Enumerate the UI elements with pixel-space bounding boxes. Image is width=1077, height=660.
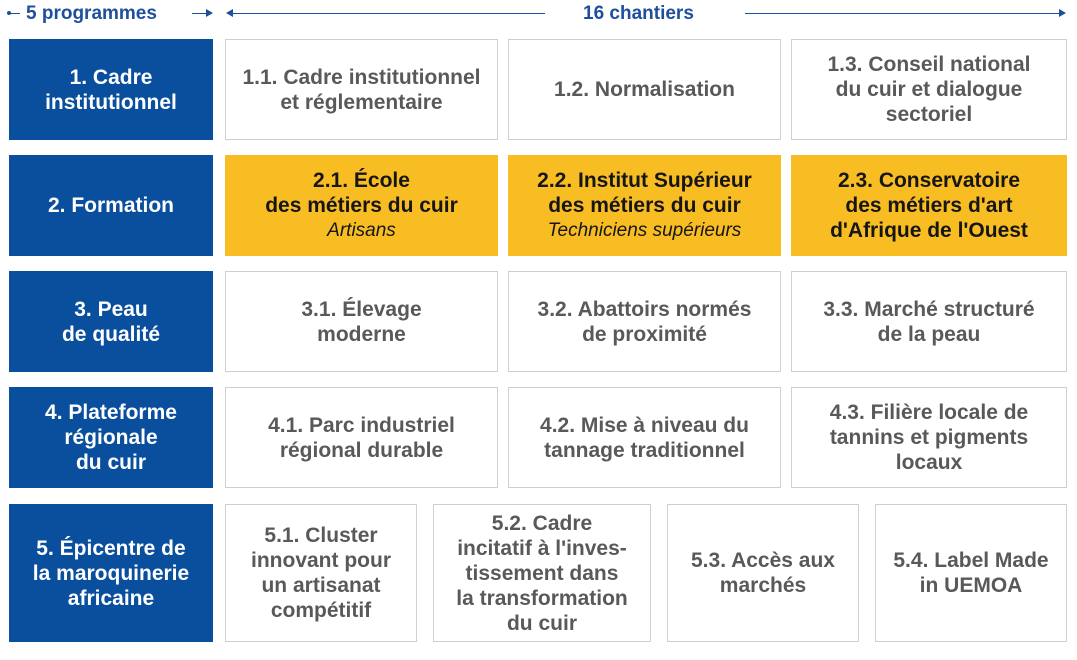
chantier-4-1-line: 4.1. Parc industriel	[268, 413, 455, 437]
chantier-5-1-line: un artisanat	[261, 574, 381, 597]
programme-3-line: 3. Peau	[74, 297, 148, 321]
chantier-1-3-line: 1.3. Conseil national	[827, 53, 1031, 76]
chantier-4-2-line: 4.2. Mise à niveau du	[540, 413, 749, 437]
chantier-5-2-line: 5.2. Cadre	[491, 511, 593, 535]
chantier-3-1-line: moderne	[317, 322, 406, 346]
chantier-2-2-box	[508, 155, 781, 256]
chantier-5-2-line: la transformation	[456, 586, 628, 610]
programme-5-line: africaine	[67, 586, 155, 610]
chantier-2-1-box	[225, 155, 498, 256]
chantier-1-3-line: du cuir et dialogue	[835, 78, 1023, 101]
chantier-5-2-line: tissement dans	[465, 561, 619, 585]
chantiers-left-arrow	[226, 9, 233, 17]
programme-4-box	[9, 387, 213, 488]
programmes-label: 5 programmes	[22, 2, 161, 26]
programme-3-box	[9, 271, 213, 372]
chantier-5-4-line: 5.4. Label Made	[893, 549, 1049, 572]
chantier-2-3-line: 2.3. Conservatoire	[837, 169, 1021, 192]
programme-2-line: 2. Formation	[47, 194, 174, 217]
programme-4-line: du cuir	[75, 451, 146, 474]
chantier-2-3-line: d'Afrique de l'Ouest	[830, 219, 1028, 242]
programme-1-box	[9, 39, 213, 140]
chantiers-right-line	[745, 13, 1059, 14]
chantier-5-1-line: innovant pour	[251, 549, 391, 572]
chantier-2-1-line: 2.1. École	[313, 169, 410, 192]
chantiers-right-arrow	[1059, 9, 1066, 17]
chantier-5-1-line: 5.1. Cluster	[264, 524, 378, 547]
programme-5-line: 5. Épicentre de	[36, 536, 186, 560]
programme-2-box	[9, 155, 213, 256]
chantier-5-2-line: incitatif à l'inves-	[457, 536, 627, 560]
programmes-right-line	[192, 13, 206, 14]
chantier-5-4-box	[875, 504, 1067, 642]
chantier-3-1-line: 3.1. Élevage	[301, 297, 422, 321]
chantier-2-2-line: des métiers du cuir	[548, 194, 741, 217]
chantier-2-2-subtitle: Techniciens supérieurs	[547, 220, 742, 241]
chantier-2-2-line: 2.2. Institut Supérieur	[537, 169, 752, 192]
programme-4-line: régionale	[64, 426, 158, 449]
chantier-4-2-box	[508, 387, 781, 488]
programme-1-line: institutionnel	[45, 90, 177, 114]
chantier-2-1-subtitle: Artisans	[327, 220, 396, 241]
chantier-5-1-box	[225, 504, 417, 642]
chantier-4-3-box	[791, 387, 1067, 488]
programmes-arrow	[206, 9, 213, 17]
chantier-5-1-line: compétitif	[270, 599, 372, 622]
programme-4-line: 4. Plateforme	[45, 401, 177, 424]
chantier-5-3-box	[667, 504, 859, 642]
chantier-1-1-line: 1.1. Cadre institutionnel	[242, 65, 481, 89]
chantier-5-4-line: in UEMOA	[919, 574, 1023, 597]
chantier-1-3-line: sectoriel	[885, 103, 973, 126]
chantier-5-2-box	[433, 504, 651, 642]
chantier-5-2-line: du cuir	[506, 611, 577, 635]
programme-1-line: 1. Cadre	[69, 65, 153, 89]
chantier-4-1-line: régional durable	[279, 438, 444, 462]
chantier-5-3-line: marchés	[719, 574, 807, 597]
chantier-3-3-line: de la peau	[877, 322, 981, 346]
chantiers-left-line	[233, 13, 545, 14]
chantier-1-1-line: et réglementaire	[280, 90, 443, 114]
chantier-4-3-line: locaux	[895, 451, 963, 474]
chantier-4-1-box	[225, 387, 498, 488]
chantier-1-1-box	[225, 39, 498, 140]
chantier-1-2-box	[508, 39, 781, 140]
chantier-3-1-box	[225, 271, 498, 372]
chantier-1-3-box	[791, 39, 1067, 140]
chantier-3-3-line: 3.3. Marché structuré	[823, 297, 1035, 321]
chantier-3-2-box	[508, 271, 781, 372]
chantier-2-3-line: des métiers d'art	[845, 194, 1013, 217]
programme-5-line: la maroquinerie	[32, 561, 190, 585]
chantier-3-3-box	[791, 271, 1067, 372]
chantiers-label: 16 chantiers	[579, 2, 698, 26]
programme-5-box	[9, 504, 213, 642]
programme-3-line: de qualité	[61, 322, 161, 346]
chantier-4-2-line: tannage traditionnel	[544, 438, 745, 462]
chantier-4-3-line: 4.3. Filière locale de	[829, 401, 1029, 424]
programmes-left-dot	[7, 11, 11, 15]
chantier-1-2-line: 1.2. Normalisation	[554, 78, 735, 101]
chantier-5-3-line: 5.3. Accès aux	[691, 549, 835, 572]
chantier-2-3-box	[791, 155, 1067, 256]
chantier-4-3-line: tannins et pigments	[829, 426, 1029, 449]
chantier-3-2-line: 3.2. Abattoirs normés	[537, 297, 752, 321]
chantier-2-1-line: des métiers du cuir	[265, 194, 458, 217]
chantier-3-2-line: de proximité	[582, 322, 707, 346]
